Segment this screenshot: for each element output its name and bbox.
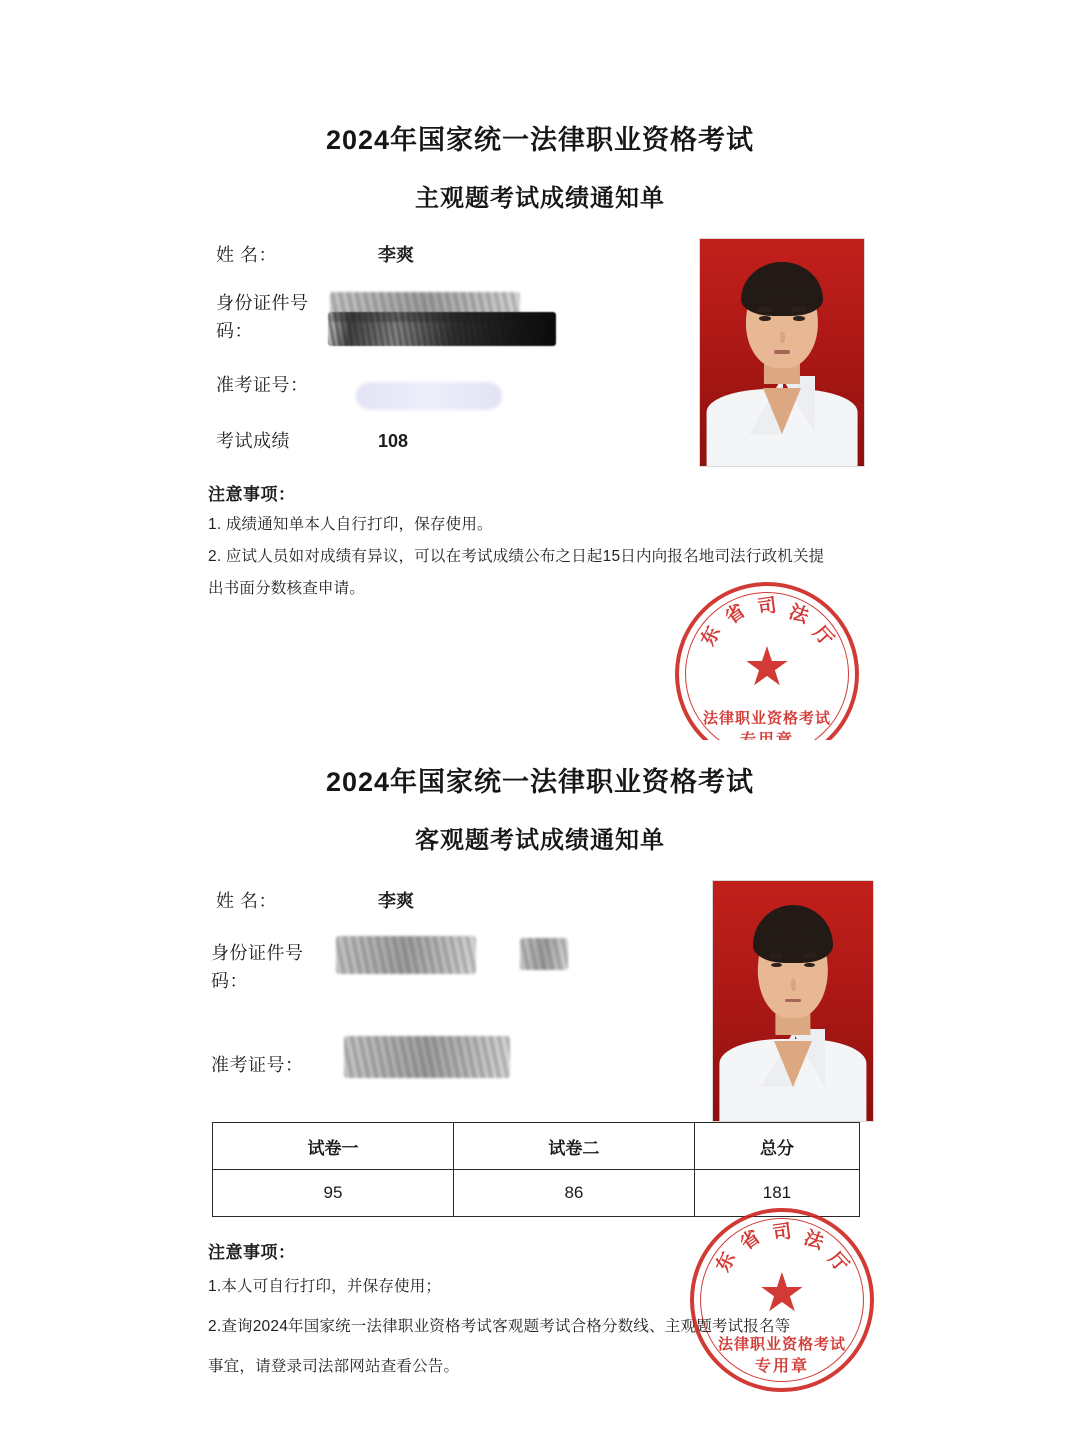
notes-line: 2.查询2024年国家统一法律职业资格考试客观题考试合格分数线、主观题考试报名等 bbox=[208, 1318, 791, 1335]
seal-line-1: 法律职业资格考试 bbox=[717, 1336, 846, 1353]
certificate-objective bbox=[0, 740, 1080, 1440]
table-cell-paper-1: 95 bbox=[213, 1170, 454, 1217]
field-id-number-label-line1: 身份证件号 bbox=[211, 943, 304, 963]
table-header-cell: 试卷一 bbox=[213, 1123, 454, 1170]
field-admission-number bbox=[211, 1052, 361, 1080]
field-score-value: 108 bbox=[378, 431, 409, 451]
official-seal bbox=[675, 582, 859, 766]
redaction-mark bbox=[344, 1036, 510, 1078]
notes-title: 注意事项： bbox=[208, 1243, 296, 1262]
star-icon: ★ bbox=[742, 636, 792, 697]
table-cell-paper-2: 86 bbox=[453, 1170, 694, 1217]
notes-title: 注意事项： bbox=[208, 485, 296, 504]
field-id-number-label-line2: 码： bbox=[211, 970, 248, 991]
notes-line: 出书面分数核查申请。 bbox=[208, 580, 366, 597]
field-score-label: 考试成绩 bbox=[216, 431, 290, 451]
field-name-value: 李爽 bbox=[378, 891, 414, 911]
redaction-mark bbox=[356, 382, 502, 410]
seal-arc-text: 东 省 司 法 厅 bbox=[697, 595, 837, 651]
avatar bbox=[712, 880, 874, 1122]
table-header-cell: 总分 bbox=[694, 1123, 859, 1170]
page-subtitle: 主观题考试成绩通知单 bbox=[415, 185, 665, 212]
redaction-mark bbox=[336, 936, 476, 974]
official-seal bbox=[690, 1208, 874, 1392]
page-title: 2024年国家统一法律职业资格考试 bbox=[325, 125, 755, 155]
seal-arc-text: 东 省 司 法 厅 bbox=[712, 1221, 852, 1277]
redaction-mark bbox=[520, 938, 568, 970]
page-subtitle: 客观题考试成绩通知单 bbox=[415, 827, 665, 854]
field-name bbox=[216, 242, 414, 270]
seal-line-2: 专用章 bbox=[754, 1358, 809, 1375]
field-name-label: 姓 名： bbox=[216, 891, 278, 911]
notes-line: 事宜，请登录司法部网站查看公告。 bbox=[208, 1358, 460, 1375]
avatar bbox=[699, 238, 865, 467]
field-id-number-label-line1: 身份证件号 bbox=[216, 293, 309, 313]
field-score bbox=[216, 428, 408, 456]
notes-line: 1. 成绩通知单本人自行打印，保存使用。 bbox=[208, 516, 493, 533]
notes-line: 1.本人可自行打印，并保存使用； bbox=[208, 1278, 442, 1295]
redaction-mark bbox=[328, 312, 556, 346]
table-header-cell: 试卷二 bbox=[453, 1123, 694, 1170]
field-admission-number-label: 准考证号： bbox=[211, 1055, 304, 1075]
notes-line: 2. 应试人员如对成绩有异议，可以在考试成绩公布之日起15日内向报名地司法行政机关提 bbox=[208, 548, 825, 565]
seal-line-1: 法律职业资格考试 bbox=[702, 710, 831, 727]
star-icon: ★ bbox=[757, 1262, 807, 1323]
field-name-value: 李爽 bbox=[378, 245, 414, 265]
table-cell-total: 181 bbox=[694, 1170, 859, 1217]
field-admission-number bbox=[216, 372, 366, 400]
field-admission-number-label: 准考证号： bbox=[216, 375, 309, 395]
field-id-number-label-line2: 码： bbox=[216, 320, 253, 341]
table-header-row bbox=[213, 1123, 860, 1170]
field-name-label: 姓 名： bbox=[216, 245, 278, 265]
field-name bbox=[216, 888, 414, 916]
score-table bbox=[212, 1122, 860, 1217]
page-title: 2024年国家统一法律职业资格考试 bbox=[325, 767, 755, 797]
